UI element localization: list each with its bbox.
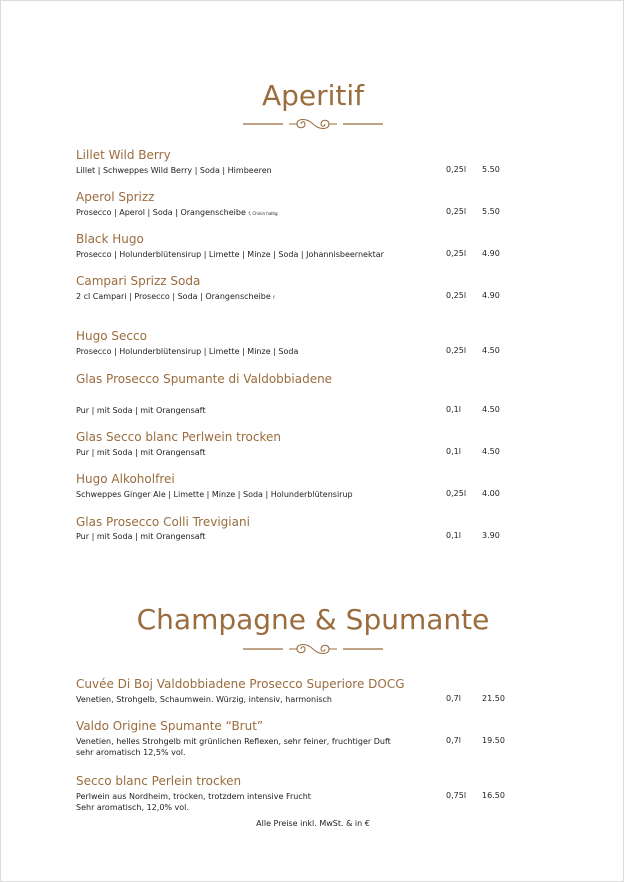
item-price: 4.90 [482,249,500,258]
item-description-text: 2 cl Campari | Prosecco | Soda | Orangenscheibe [76,292,271,301]
item-description: Pur | mit Soda | mit Orangensaft [76,532,206,541]
item-description-line2: Sehr aromatisch, 12,0% vol. [76,803,189,812]
item-price: 5.50 [482,165,500,174]
item-price: 5.50 [482,207,500,216]
item-description: Pur | mit Soda | mit Orangensaft [76,406,206,415]
item-description: Venetien, helles Strohgelb mit grünlichen Reflexen, sehr feiner, fruchtiger Duft [76,737,391,746]
item-volume: 0,25l [446,291,467,300]
divider-ornament-icon [243,642,383,656]
item-description [76,207,278,219]
item-description: Perlwein aus Nordheim, trocken, trotzdem intensive Frucht [76,792,311,801]
item-description: Prosecco | Holunderblütensirup | Limette | Minze | Soda | Johannisbeernektar [76,250,384,259]
section-title-aperitif: Aperitif [261,79,365,112]
item-price: 21.50 [482,694,505,703]
item-volume: 0,25l [446,207,467,216]
item-name: Hugo Secco [76,329,147,343]
item-volume: 0,25l [446,249,467,258]
item-description: Schweppes Ginger Ale | Limette | Minze | Soda | Holunderblütensirup [76,490,353,499]
item-name: Cuvée Di Boj Valdobbiadene Prosecco Superiore DOCG [76,677,405,691]
item-description-text: Prosecco | Aperol | Soda | Orangenscheibe [76,208,246,217]
item-description: Venetien, Strohgelb, Schaumwein. Würzig, intensiv, harmonisch [76,695,332,704]
item-volume: 0,7l [446,694,461,703]
item-name: Campari Sprizz Soda [76,274,201,288]
item-description [76,291,276,303]
section-title-champagne: Champagne & Spumante [136,603,490,636]
item-price: 4.50 [482,346,500,355]
item-name: Secco blanc Perlein trocken [76,774,242,788]
item-name: Lillet Wild Berry [76,148,171,162]
item-name: Glas Prosecco Spumante di Valdobbiadene [76,372,333,386]
item-price: 4.90 [482,291,500,300]
item-volume: 0,25l [446,489,467,498]
item-price: 4.50 [482,447,500,456]
item-volume: 0,1l [446,447,461,456]
item-note: f. [273,295,276,300]
item-volume: 0,7l [446,736,461,745]
item-price: 19.50 [482,736,505,745]
item-name: Hugo Alkoholfrei [76,472,175,486]
item-volume: 0,75l [446,791,467,800]
item-price: 3.90 [482,531,500,540]
item-volume: 0,1l [446,531,461,540]
item-name: Glas Prosecco Colli Trevigiani [76,515,250,529]
item-price: 4.50 [482,405,500,414]
item-name: Black Hugo [76,232,144,246]
item-name: Aperol Sprizz [76,190,155,204]
item-note: f, Chinin haltig [248,211,278,216]
item-price: 4.00 [482,489,500,498]
item-description: Pur | mit Soda | mit Orangensaft [76,448,206,457]
divider-ornament-icon [243,117,383,131]
item-description: Prosecco | Holunderblütensirup | Limette | Minze | Soda [76,347,299,356]
item-description-line2: sehr aromatisch 12,5% vol. [76,748,186,757]
item-description: Lillet | Schweppes Wild Berry | Soda | Himbeeren [76,166,272,175]
item-volume: 0,25l [446,165,467,174]
item-volume: 0,25l [446,346,467,355]
price-footnote: Alle Preise inkl. MwSt. & in € [256,819,370,828]
item-name: Glas Secco blanc Perlwein trocken [76,430,281,444]
item-volume: 0,1l [446,405,461,414]
item-name: Valdo Origine Spumante “Brut” [76,719,264,733]
item-price: 16.50 [482,791,505,800]
